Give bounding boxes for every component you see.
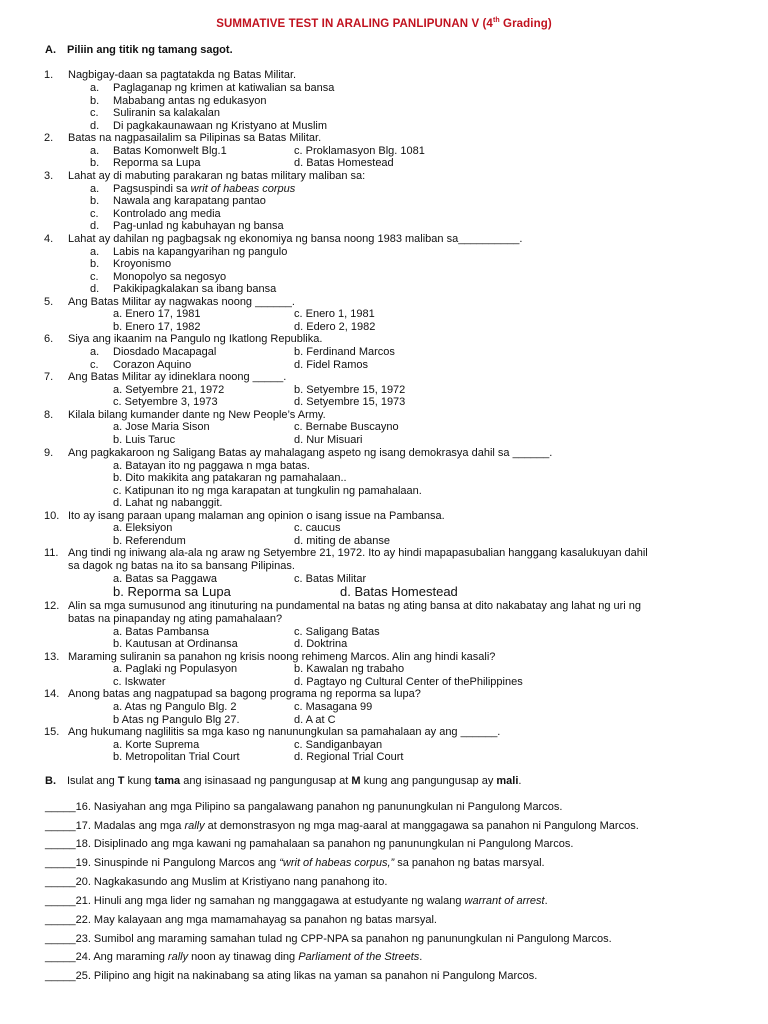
- q5-option-d: d. Edero 2, 1982: [294, 321, 376, 333]
- q5-option-c: c. Enero 1, 1981: [294, 308, 375, 320]
- tf-item-22: _____22. May kalayaan ang mga mamamahayag sa panahon ng batas marsyal.: [45, 914, 437, 926]
- page-title: SUMMATIVE TEST IN ARALING PANLIPUNAN V (4th Grading): [216, 17, 552, 30]
- q12-option-d: d. Doktrina: [294, 638, 348, 650]
- q9-option-b: b. Dito makikita ang patakaran ng pamahalaan..: [113, 472, 347, 484]
- q11-option-a: a. Batas sa Paggawa: [113, 573, 217, 585]
- q13-option-a: a. Paglaki ng Populasyon: [113, 663, 238, 675]
- q15-option-c: c. Sandiganbayan: [294, 739, 383, 751]
- q15-option-a: a. Korte Suprema: [113, 739, 200, 751]
- q3-option-a: a. Pagsuspindi sa writ of habeas corpus: [90, 183, 296, 195]
- tf-item-24: _____24. Ang maraming rally noon ay tinawag ding Parliament of the Streets.: [45, 951, 423, 963]
- q1-option-a: a. Paglaganap ng krimen at katiwalian sa bansa: [90, 82, 335, 94]
- q10-option-a: a. Eleksiyon: [113, 522, 173, 534]
- section-b-heading: B. Isulat ang T kung tama ang isinasaad ng pangungusap at M kung ang pangungusap ay mali.: [45, 775, 522, 787]
- tf-item-16: _____16. Nasiyahan ang mga Pilipino sa pangalawang panahon ng panunungkulan ni Pangulong Marcos.: [45, 801, 563, 813]
- q2-option-d: d. Batas Homestead: [294, 157, 394, 169]
- q12-option-b: b. Kautusan at Ordinansa: [113, 638, 238, 650]
- tf-item-17: _____17. Madalas ang mga rally at demonstrasyon ng mga mag-aaral at manggagawa sa panahon ni Pangulong Marcos.: [45, 820, 639, 832]
- q4-option-c: c. Monopolyo sa negosyo: [90, 271, 227, 283]
- tf-item-18: _____18. Disiplinado ang mga kawani ng pamahalaan sa panahon ng panunungkulan ni Pangulong Marcos.: [45, 838, 574, 850]
- q12-option-c: c. Saligang Batas: [294, 626, 380, 638]
- q11-option-c: c. Batas Militar: [294, 573, 367, 585]
- tf-item-23: _____23. Sumibol ang maraming samahan tulad ng CPP-NPA sa panahon ng panunungkulan ni Pangulong Marcos.: [45, 933, 612, 945]
- q6-option-a: a. Diosdado Macapagal: [90, 346, 217, 358]
- tf-item-25: _____25. Pilipino ang higit na nakinabang sa ating likas na yaman sa panahon ni Pangulong Marcos.: [45, 970, 538, 982]
- q9-option-c: c. Katipunan ito ng mga karapatan at tungkulin ng pamahalaan.: [113, 485, 422, 497]
- q1-option-b: b. Mababang antas ng edukasyon: [90, 95, 267, 107]
- q13-option-c: c. Iskwater: [113, 676, 166, 688]
- q3-option-c: c. Kontrolado ang media: [90, 208, 221, 220]
- q14-option-c: c. Masagana 99: [294, 701, 373, 713]
- q8-option-a: a. Jose Maria Sison: [113, 421, 210, 433]
- tf-item-20: _____20. Nagkakasundo ang Muslim at Kristiyano nang panahong ito.: [45, 876, 388, 888]
- q14-option-b: b Atas ng Pangulo Blg 27.: [113, 714, 240, 726]
- q13-option-b: b. Kawalan ng trabaho: [294, 663, 405, 675]
- q14-option-a: a. Atas ng Pangulo Blg. 2: [113, 701, 237, 713]
- q10-option-b: b. Referendum: [113, 535, 186, 547]
- q7-option-c: c. Setyembre 3, 1973: [113, 396, 218, 408]
- q2-option-c: c. Proklamasyon Blg. 1081: [294, 145, 425, 157]
- q4-option-d: d. Pakikipagkalakan sa ibang bansa: [90, 283, 277, 295]
- q6-option-c: c. Corazon Aquino: [90, 359, 192, 371]
- q1-option-d: d. Di pagkakaunawaan ng Kristyano at Muslim: [90, 120, 328, 132]
- q3-option-b: b. Nawala ang karapatang pantao: [90, 195, 266, 207]
- q7-option-b: b. Setyembre 15, 1972: [294, 384, 406, 396]
- q1-option-c: c. Suliranin sa kalakalan: [90, 107, 221, 119]
- q9-option-d: d. Lahat ng nabanggit.: [113, 497, 223, 509]
- q9-option-a: a. Batayan ito ng paggawa n mga batas.: [113, 460, 310, 472]
- q8-option-d: d. Nur Misuari: [294, 434, 363, 446]
- q4-option-b: b. Kroyonismo: [90, 258, 172, 270]
- section-a-heading: A. Piliin ang titik ng tamang sagot.: [45, 44, 233, 56]
- q2-option-b: b. Reporma sa Lupa: [90, 157, 201, 169]
- q8-option-c: c. Bernabe Buscayno: [294, 421, 399, 433]
- q3-option-d: d. Pag-unlad ng kabuhayan ng bansa: [90, 220, 284, 232]
- q6-option-b2: b. Ferdinand Marcos: [294, 346, 395, 358]
- q7-option-d: d. Setyembre 15, 1973: [294, 396, 406, 408]
- q15-option-d: d. Regional Trial Court: [294, 751, 404, 763]
- q8-option-b: b. Luis Taruc: [113, 434, 176, 446]
- q4-option-a: a. Labis na kapangyarihan ng pangulo: [90, 246, 288, 258]
- q5-option-a: a. Enero 17, 1981: [113, 308, 201, 320]
- q5-option-b: b. Enero 17, 1982: [113, 321, 201, 333]
- q13-option-d: d. Pagtayo ng Cultural Center of thePhilippines: [294, 676, 523, 688]
- q2-option-a: a. Batas Komonwelt Blg.1: [90, 145, 227, 157]
- tf-item-21: _____21. Hinuli ang mga lider ng samahan ng manggagawa at estudyante ng walang warrant of arrest.: [45, 895, 548, 907]
- q7-option-a: a. Setyembre 21, 1972: [113, 384, 225, 396]
- q11-option-b: b. Reporma sa Lupa: [113, 584, 231, 599]
- q12-option-a: a. Batas Pambansa: [113, 626, 210, 638]
- q10-option-c: c. caucus: [294, 522, 341, 534]
- tf-item-19: _____19. Sinuspinde ni Pangulong Marcos ang “writ of habeas corpus,” sa panahon ng batas marsyal.: [45, 857, 545, 869]
- q10-option-d: d. miting de abanse: [294, 535, 391, 547]
- q6-option-d: d. Fidel Ramos: [294, 359, 368, 371]
- q11-option-d: d. Batas Homestead: [340, 584, 458, 599]
- q14-option-d: d. A at C: [294, 714, 336, 726]
- q15-option-b: b. Metropolitan Trial Court: [113, 751, 240, 763]
